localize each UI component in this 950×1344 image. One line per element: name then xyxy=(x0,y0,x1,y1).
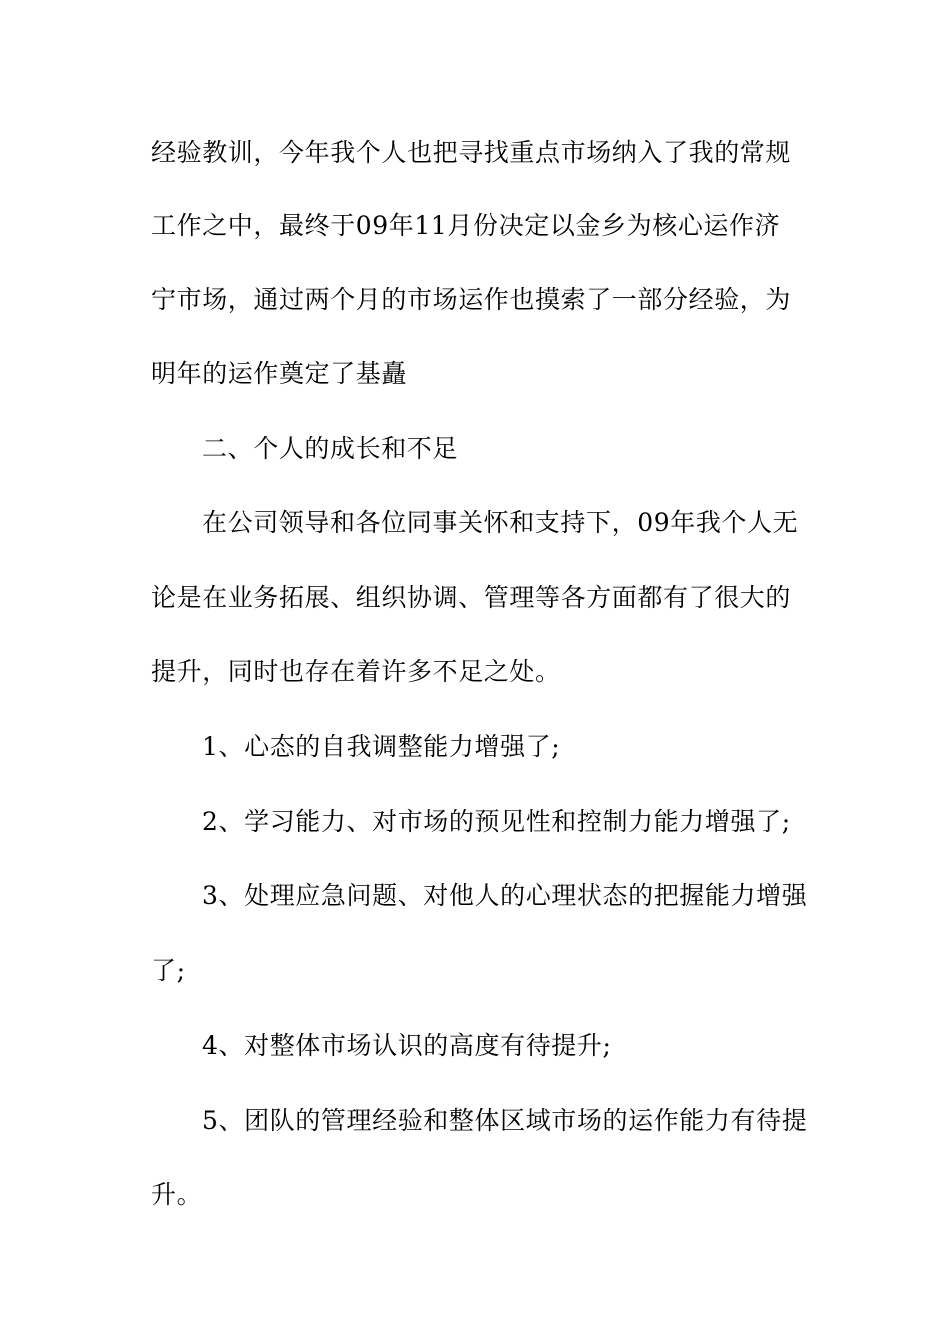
list-item-continuation: 升。 xyxy=(151,1180,203,1209)
paragraph-line: 工作之中，最终于09年11月份决定以金乡为核心运作济 xyxy=(151,211,781,240)
section-heading: 二、个人的成长和不足 xyxy=(202,434,459,463)
paragraph-line: 宁市场，通过两个月的市场运作也摸索了一部分经验，为 xyxy=(151,285,792,314)
list-item: 3、处理应急问题、对他人的心理状态的把握能力增强 xyxy=(202,881,808,910)
list-item: 5、团队的管理经验和整体区域市场的运作能力有待提 xyxy=(202,1106,808,1135)
paragraph-line: 论是在业务拓展、组织协调、管理等各方面都有了很大的 xyxy=(151,583,792,612)
list-item-continuation: 了; xyxy=(151,956,186,985)
paragraph-line: 经验教训，今年我个人也把寻找重点市场纳入了我的常规 xyxy=(151,138,792,167)
paragraph-line: 明年的运作奠定了基矗 xyxy=(151,359,408,388)
list-item: 2、学习能力、对市场的预见性和控制力能力增强了; xyxy=(202,807,791,836)
list-item: 4、对整体市场认识的高度有待提升; xyxy=(202,1031,612,1060)
paragraph-line: 在公司领导和各位同事关怀和支持下，09年我个人无 xyxy=(202,508,799,537)
paragraph-line: 提升，同时也存在着许多不足之处。 xyxy=(151,657,561,686)
list-item: 1、心态的自我调整能力增强了; xyxy=(202,732,561,761)
